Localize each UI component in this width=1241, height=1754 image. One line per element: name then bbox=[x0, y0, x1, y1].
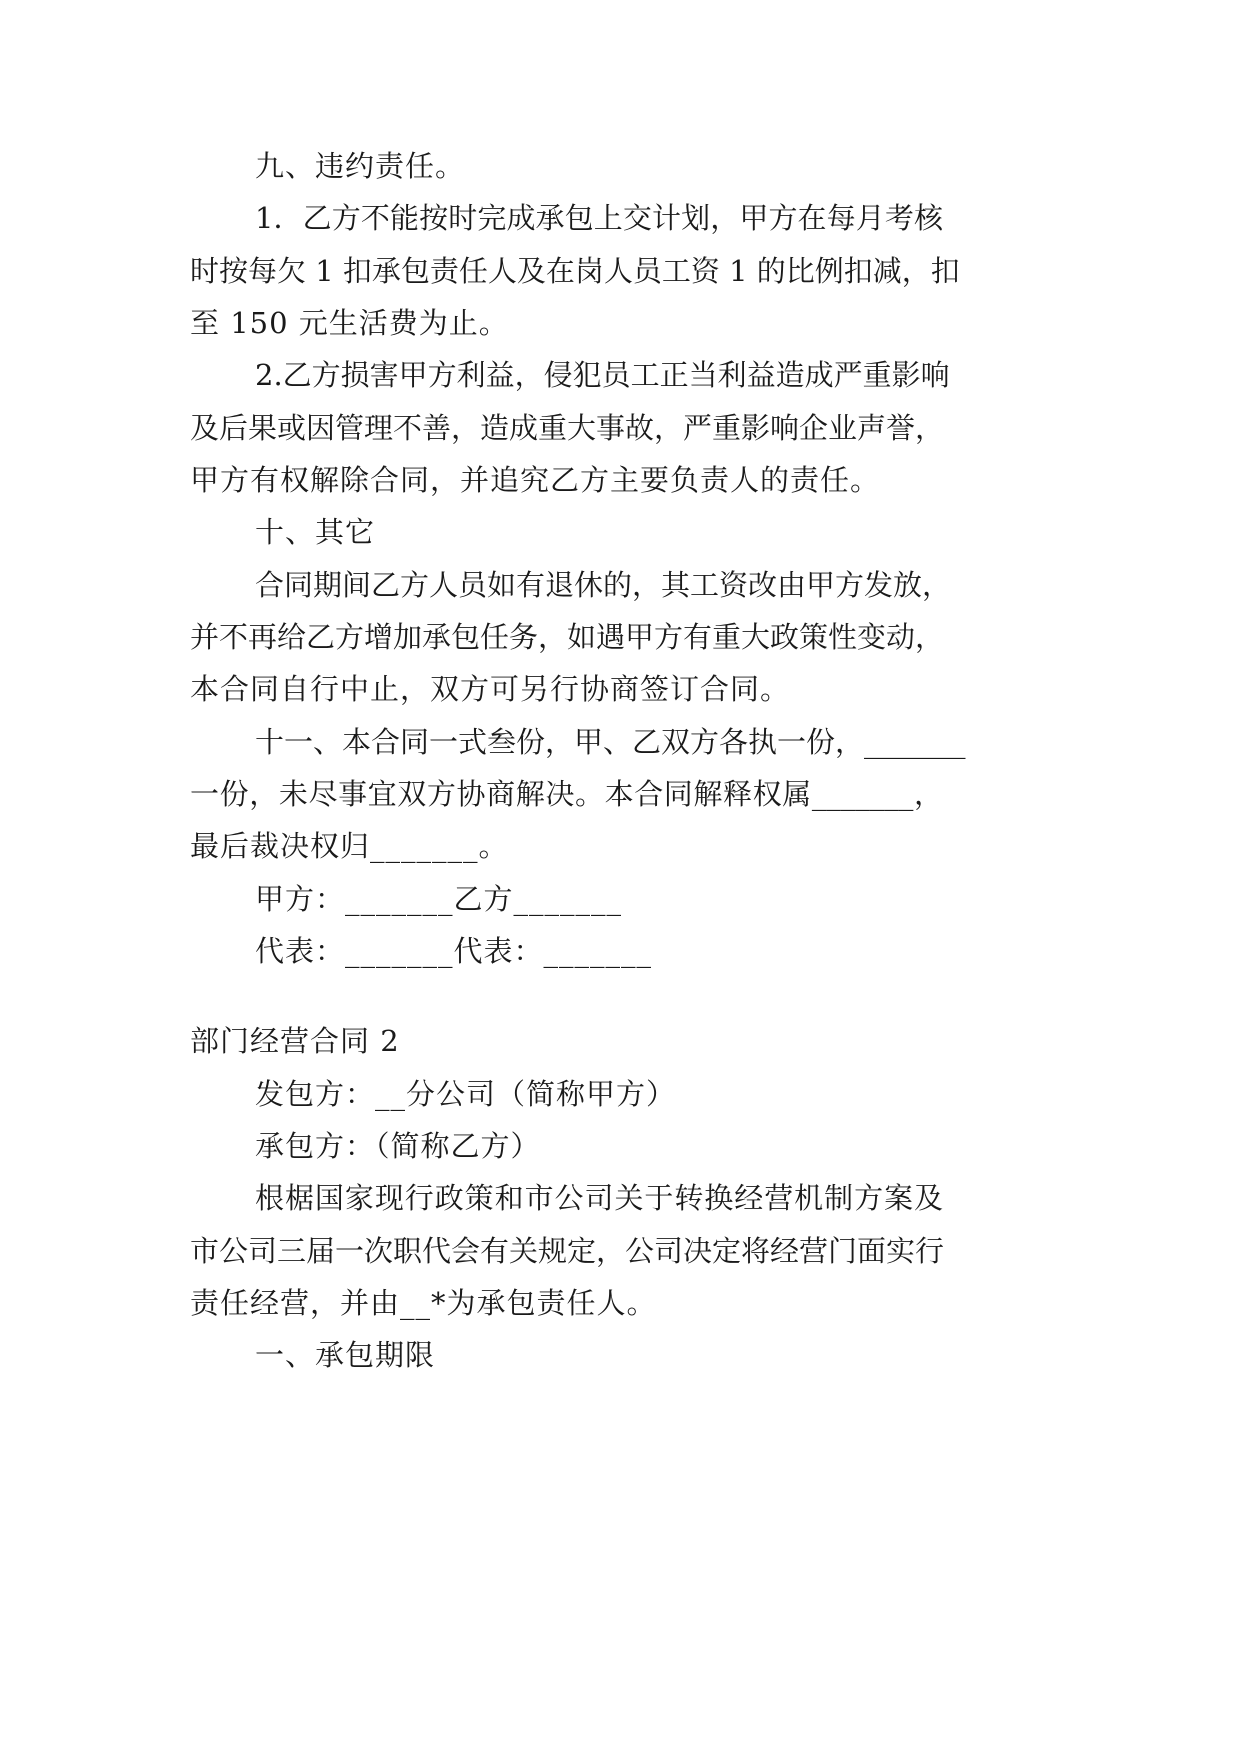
contract-2-title: 部门经营合同 2 bbox=[190, 1024, 400, 1058]
section-nine-item1-line3: 至 150 元生活费为止。 bbox=[190, 306, 509, 340]
section-nine-item1-line2: 时按每欠 1 扣承包责任人及在岗人员工资 1 的比例扣减，扣 bbox=[190, 254, 960, 288]
contract-2-para-line1: 根椐国家现行政策和市公司关于转换经营机制方案及 bbox=[255, 1181, 943, 1215]
section-nine-item2-line1: 2.乙方损害甲方利益，侵犯员工正当利益造成严重影响 bbox=[255, 358, 950, 392]
contract-2-para-line3: 责任经营，并由__*为承包责任人。 bbox=[190, 1286, 657, 1320]
section-eleven-line3: 最后裁决权归_______。 bbox=[190, 829, 509, 863]
section-eleven-line2: 一份，未尽事宜双方协商解决。本合同解释权属_______， bbox=[190, 777, 943, 811]
section-nine-item1-line1: 1．乙方不能按时完成承包上交计划，甲方在每月考核 bbox=[255, 201, 943, 235]
section-ten-para-line3: 本合同自行中止，双方可另行协商签订合同。 bbox=[190, 672, 791, 706]
section-ten-para-line1: 合同期间乙方人员如有退休的，其工资改由甲方发放， bbox=[255, 568, 952, 602]
section-ten-heading: 十、其它 bbox=[255, 515, 376, 549]
contract-2-section-one-heading: 一、承包期限 bbox=[255, 1338, 436, 1372]
section-nine-item2-line2: 及后果或因管理不善，造成重大事故，严重影响企业声誉， bbox=[190, 411, 945, 445]
section-nine-heading: 九、违约责任。 bbox=[255, 149, 466, 183]
signature-party-line: 甲方：_______乙方_______ bbox=[255, 882, 623, 916]
section-ten-para-line2: 并不再给乙方增加承包任务，如遇甲方有重大政策性变动， bbox=[190, 620, 945, 654]
section-nine-item2-line3: 甲方有权解除合同，并追究乙方主要负责人的责任。 bbox=[190, 463, 881, 497]
contract-2-para-line2: 市公司三届一次职代会有关规定，公司决定将经营门面实行 bbox=[190, 1234, 945, 1268]
contract-2-issuer: 发包方：__分公司（简称甲方） bbox=[255, 1077, 677, 1111]
signature-representative-line: 代表：_______代表：_______ bbox=[255, 934, 653, 968]
section-eleven-line1: 十一、本合同一式叁份，甲、乙双方各执一份，_______ bbox=[255, 725, 966, 759]
contract-2-contractor: 承包方：（简称乙方） bbox=[255, 1129, 541, 1163]
